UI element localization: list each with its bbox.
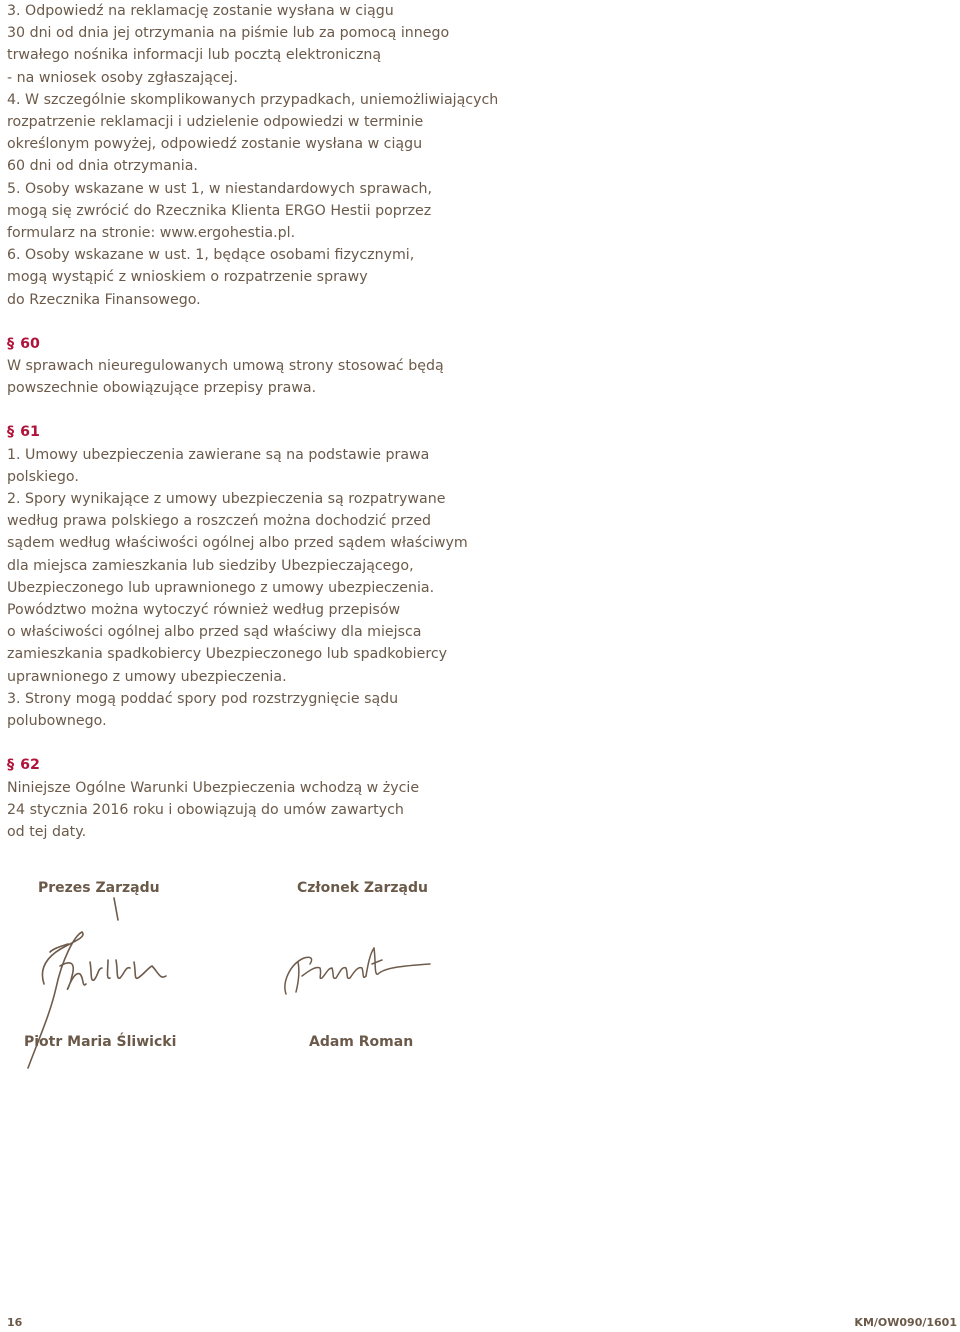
- text-line: polskiego.: [7, 468, 79, 485]
- section-heading-62: [7, 754, 527, 776]
- section-number: 61: [20, 424, 40, 441]
- text-line: o właściwości ogólnej albo przed sąd właściwy dla miejsca: [7, 624, 422, 641]
- signature-title-right: Członek Zarządu: [297, 880, 428, 896]
- section-heading-61: [7, 421, 527, 443]
- text-line: sądem według właściwości ogólnej albo przed sądem właściwym: [7, 535, 468, 552]
- spacer: [7, 311, 527, 333]
- text-line: według prawa polskiego a roszczeń można dochodzić przed: [7, 513, 432, 530]
- section-sign: §: [7, 757, 15, 774]
- text-line: 1. Umowy ubezpieczenia zawierane są na podstawie prawa: [7, 446, 430, 463]
- text-line: mogą się zwrócić do Rzecznika Klienta ERGO Hestii poprzez: [7, 202, 432, 219]
- section-number: 60: [20, 335, 40, 352]
- section-sign: §: [7, 335, 15, 352]
- text-line: - na wniosek osoby zgłaszającej.: [7, 69, 238, 86]
- text-line: do Rzecznika Finansowego.: [7, 291, 201, 308]
- text-block-top: [7, 0, 527, 311]
- text-line: określonym powyżej, odpowiedź zostanie wysłana w ciągu: [7, 136, 423, 153]
- text-line: Ubezpieczonego lub uprawnionego z umowy ubezpieczenia.: [7, 579, 435, 596]
- text-line: 60 dni od dnia otrzymania.: [7, 158, 198, 175]
- text-line: W sprawach nieuregulowanych umową strony stosować będą: [7, 358, 444, 375]
- signature-right: [280, 942, 440, 1002]
- text-line: formularz na stronie: www.ergohestia.pl.: [7, 225, 296, 242]
- section-62: [7, 754, 527, 843]
- section-61: [7, 421, 527, 732]
- text-line: 30 dni od dnia jej otrzymania na piśmie lub za pomocą innego: [7, 25, 450, 42]
- text-line: 2. Spory wynikające z umowy ubezpieczenia są rozpatrywane: [7, 491, 446, 508]
- text-line: 6. Osoby wskazane w ust. 1, będące osobami fizycznymi,: [7, 247, 415, 264]
- text-line: zamieszkania spadkobiercy Ubezpieczonego lub spadkobiercy: [7, 646, 448, 663]
- text-line: dla miejsca zamieszkania lub siedziby Ubezpieczającego,: [7, 557, 414, 574]
- text-line: 24 stycznia 2016 roku i obowiązują do umów zawartych: [7, 801, 404, 818]
- signature-name-left: Piotr Maria Śliwicki: [24, 1034, 177, 1050]
- text-line: powszechnie obowiązujące przepisy prawa.: [7, 380, 317, 397]
- signature-area: [0, 870, 960, 1080]
- text-line: polubownego.: [7, 713, 107, 730]
- section-60: [7, 333, 527, 400]
- document-code: KM/OW090/1601: [854, 1316, 957, 1329]
- signature-title-left: Prezes Zarządu: [38, 880, 160, 896]
- text-line: mogą wystąpić z wnioskiem o rozpatrzenie sprawy: [7, 269, 368, 286]
- text-line: 4. W szczególnie skomplikowanych przypadkach, uniemożliwiających: [7, 91, 499, 108]
- signature-name-right: Adam Roman: [309, 1034, 414, 1050]
- text-line: od tej daty.: [7, 823, 87, 840]
- text-line: 3. Strony mogą poddać spory pod rozstrzygnięcie sądu: [7, 690, 399, 707]
- spacer: [7, 732, 527, 754]
- text-line: uprawnionego z umowy ubezpieczenia.: [7, 668, 287, 685]
- text-line: 3. Odpowiedź na reklamację zostanie wysłana w ciągu: [7, 3, 394, 19]
- document-body: [7, 0, 527, 843]
- text-line: Powództwo można wytoczyć również według przepisów: [7, 602, 401, 619]
- spacer: [7, 399, 527, 421]
- text-line: Niniejsze Ogólne Warunki Ubezpieczenia wchodzą w życie: [7, 779, 420, 796]
- text-line: trwałego nośnika informacji lub pocztą elektroniczną: [7, 47, 382, 64]
- section-number: 62: [20, 757, 40, 774]
- text-line: 5. Osoby wskazane w ust 1, w niestandardowych sprawach,: [7, 180, 433, 197]
- section-heading-60: [7, 333, 527, 355]
- section-sign: §: [7, 424, 15, 441]
- text-line: rozpatrzenie reklamacji i udzielenie odpowiedzi w terminie: [7, 114, 424, 131]
- page-number: 16: [7, 1316, 23, 1329]
